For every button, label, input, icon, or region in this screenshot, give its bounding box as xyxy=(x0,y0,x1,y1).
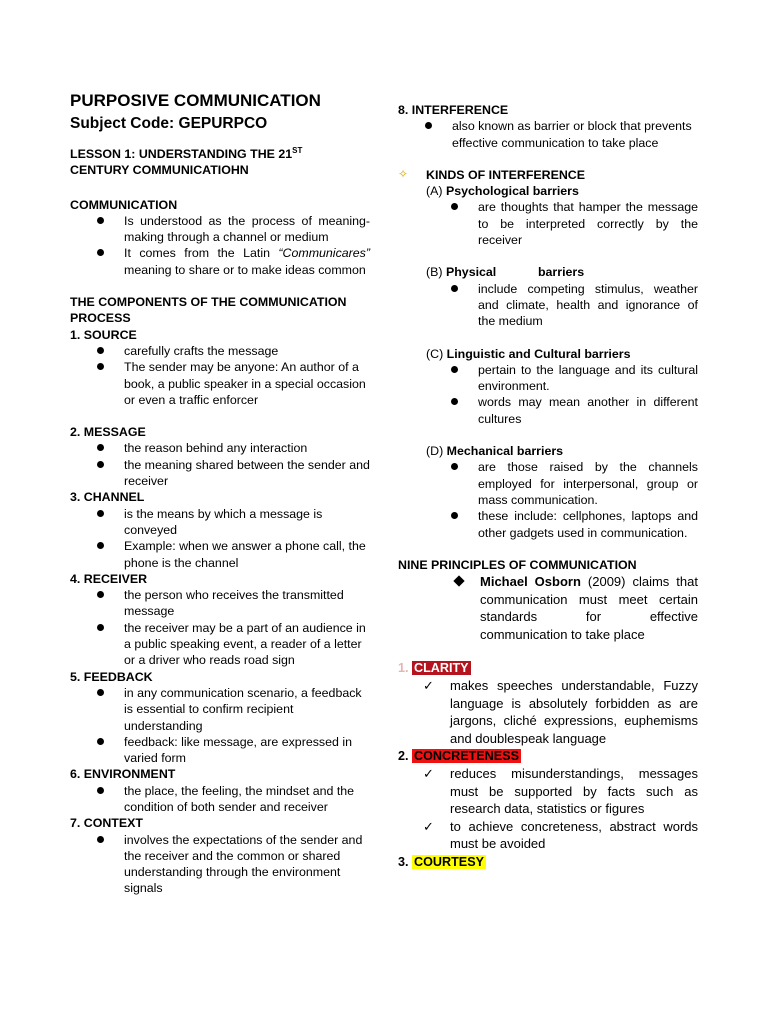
checkmark-icon: ✓ xyxy=(423,818,434,834)
linguistic-list xyxy=(398,362,698,427)
list-item xyxy=(478,508,698,541)
bullet-icon xyxy=(97,836,104,843)
environment-list xyxy=(70,783,370,816)
bullet-icon xyxy=(451,463,458,470)
list-item-text: in any communication scenario, a feedback is essential to confirm recipient understanding xyxy=(124,685,362,733)
subheading-label: Linguistic and Cultural barriers xyxy=(446,346,631,361)
principle-label: CLARITY xyxy=(414,661,469,676)
list-item xyxy=(124,506,370,539)
list-item-text: is the means by which a message is conveyed xyxy=(124,506,323,537)
diamond-bullet-icon xyxy=(453,575,464,586)
bullet-icon xyxy=(97,689,104,696)
list-item xyxy=(478,459,698,508)
message-list xyxy=(70,440,370,489)
list-item-text: these include: cellphones, laptops and other gadgets used in communication. xyxy=(478,509,698,540)
right-column xyxy=(398,102,698,871)
bullet-icon xyxy=(97,787,104,794)
list-item xyxy=(423,765,698,818)
environment-heading: 6. ENVIRONMENT xyxy=(70,767,176,782)
list-item-text: are those raised by the channels employed for interpersonal, group or mass communication. xyxy=(478,460,698,507)
bullet-icon xyxy=(451,203,458,210)
source-heading: 1. SOURCE xyxy=(70,327,137,342)
bullet-icon xyxy=(97,444,104,451)
left-column xyxy=(70,86,370,897)
list-item-text: the receiver may be a part of an audience in a public speaking event, a reader of a letter or a driver who reads road sign xyxy=(124,620,366,668)
list-item xyxy=(124,359,370,408)
list-item-text: involves the expectations of the sender and the receiver and the common or shared understanding through the environment signals xyxy=(124,832,363,896)
subheading-prefix: (A) xyxy=(426,184,446,199)
author-name: Michael Osborn xyxy=(480,574,581,590)
document-title: PURPOSIVE COMMUNICATION xyxy=(70,91,321,110)
list-item xyxy=(124,832,370,897)
principle-clarity xyxy=(398,659,698,677)
principle-number: 1. xyxy=(398,661,409,676)
list-item-text: the place, the feeling, the mindset and the condition of both sender and receiver xyxy=(124,783,355,814)
list-item-text: carefully crafts the message xyxy=(124,343,279,358)
mechanical-heading xyxy=(398,443,698,459)
list-item xyxy=(124,783,370,816)
linguistic-heading xyxy=(398,346,698,362)
bullet-icon xyxy=(451,512,458,519)
four-point-star-icon: ✧ xyxy=(398,166,409,181)
subheading-prefix: (C) xyxy=(426,346,447,361)
context-list xyxy=(70,832,370,897)
subheading-label: Mechanical barriers xyxy=(446,444,564,459)
bullet-icon xyxy=(97,363,104,370)
list-item-text: include competing stimulus, weather and climate, health and ignorance of the medium xyxy=(478,281,698,329)
subheading-label: barriers xyxy=(537,265,585,280)
bullet-icon xyxy=(97,461,104,468)
lesson-superscript: ST xyxy=(292,145,303,155)
physical-list xyxy=(398,281,698,330)
list-item-text: The sender may be anyone: An author of a book, a public speaker in a special occasion or even a traffic enforcer xyxy=(124,360,366,407)
bullet-icon xyxy=(97,624,104,631)
list-item xyxy=(452,118,698,151)
principle-concreteness xyxy=(398,747,698,765)
list-item xyxy=(423,677,698,747)
list-item-text: the reason behind any interaction xyxy=(124,441,308,456)
list-item xyxy=(478,199,698,248)
lesson-line-2: CENTURY COMMUNICATIOHN xyxy=(70,163,249,178)
list-item-text: pertain to the language and its cultural environment. xyxy=(478,362,698,394)
list-item xyxy=(478,394,698,427)
bullet-icon xyxy=(97,738,104,745)
list-item xyxy=(124,734,370,767)
feedback-list xyxy=(70,685,370,766)
list-item xyxy=(124,245,370,278)
list-item-text: to achieve concreteness, abstract words must be avoided xyxy=(450,818,698,852)
interference-heading: 8. INTERFERENCE xyxy=(398,103,509,117)
psychological-heading xyxy=(398,183,698,199)
list-item xyxy=(124,213,370,246)
bullet-icon xyxy=(97,217,104,224)
subheading-label: Physical xyxy=(445,265,497,280)
list-item-text: Example: when we answer a phone call, the phone is the channel xyxy=(124,539,366,570)
list-item xyxy=(124,685,370,734)
osborn-text: (2009) claims that communication must meet certain standards for effective communication to take place xyxy=(480,574,698,642)
clarity-list xyxy=(398,677,698,747)
list-item xyxy=(124,343,370,359)
list-item-text: feedback: like message, are expressed in varied form xyxy=(124,734,352,766)
bullet-icon xyxy=(425,122,432,129)
receiver-heading: 4. RECEIVER xyxy=(70,571,148,586)
list-item xyxy=(423,818,698,853)
interference-list xyxy=(398,118,698,151)
list-item xyxy=(478,362,698,395)
components-heading: THE COMPONENTS OF THE COMMUNICATION PROCESS xyxy=(70,295,347,326)
communication-heading: COMMUNICATION xyxy=(70,197,178,212)
bullet-icon xyxy=(97,591,104,598)
list-item-text: the person who receives the transmitted message xyxy=(124,588,344,619)
list-item-text: meaning to share or to make ideas common xyxy=(124,262,366,277)
source-list xyxy=(70,343,370,408)
channel-heading: 3. CHANNEL xyxy=(70,490,145,505)
lesson-title xyxy=(70,146,370,179)
psychological-list xyxy=(398,199,698,248)
receiver-list xyxy=(70,587,370,668)
communication-list xyxy=(70,213,370,278)
list-item-text: also known as barrier or block that prevents effective communication to take place xyxy=(452,119,692,150)
bullet-icon xyxy=(97,542,104,549)
list-item xyxy=(124,440,370,456)
principle-number: 3. xyxy=(398,854,409,869)
list-item-text: reduces misunderstandings, messages must be supported by facts such as research data, statistics or figures xyxy=(450,766,698,817)
mechanical-list xyxy=(398,459,698,540)
bullet-icon xyxy=(451,285,458,292)
list-item-text: makes speeches understandable, Fuzzy language is absolutely forbidden as are jargons, cliché expressions, euphemisms and doublespeak language xyxy=(450,678,698,746)
list-item-text: Is understood as the process of meaning-making through a channel or medium xyxy=(124,213,370,245)
channel-list xyxy=(70,506,370,571)
principle-label: CONCRETENESS xyxy=(414,749,519,764)
list-item-text: words may mean another in different cultures xyxy=(478,395,698,426)
list-item-text: are thoughts that hamper the message to be interpreted correctly by the receiver xyxy=(478,200,698,248)
osborn-note xyxy=(398,573,698,643)
subheading-prefix: (B) xyxy=(426,265,446,280)
list-item xyxy=(124,620,370,669)
subheading-label: Psychological barriers xyxy=(445,184,579,199)
message-heading: 2. MESSAGE xyxy=(70,425,146,440)
bullet-icon xyxy=(97,249,104,256)
feedback-heading: 5. FEEDBACK xyxy=(70,669,153,684)
concreteness-list xyxy=(398,765,698,853)
bullet-icon xyxy=(451,398,458,405)
principle-courtesy xyxy=(398,853,698,871)
checkmark-icon: ✓ xyxy=(423,678,434,694)
list-item xyxy=(124,457,370,490)
principle-number: 2. xyxy=(398,749,409,764)
latin-term: “Communicares” xyxy=(278,246,370,261)
subject-code: Subject Code: GEPURPCO xyxy=(70,115,268,132)
principles-heading: NINE PRINCIPLES OF COMMUNICATION xyxy=(398,557,637,572)
list-item xyxy=(124,538,370,571)
list-item-text: the meaning shared between the sender and receiver xyxy=(124,457,370,489)
bullet-icon xyxy=(97,510,104,517)
list-item xyxy=(478,281,698,330)
physical-heading xyxy=(398,264,698,280)
checkmark-icon: ✓ xyxy=(423,766,434,782)
subheading-prefix: (D) xyxy=(426,444,447,459)
context-heading: 7. CONTEXT xyxy=(70,816,143,831)
list-item xyxy=(124,587,370,620)
principle-label: COURTESY xyxy=(414,854,484,869)
bullet-icon xyxy=(97,347,104,354)
kinds-heading xyxy=(398,167,698,183)
lesson-line-1: LESSON 1: UNDERSTANDING THE 21 xyxy=(70,147,293,161)
list-item-text: It comes from the Latin xyxy=(124,246,279,261)
bullet-icon xyxy=(451,366,458,373)
kinds-heading-text: KINDS OF INTERFERENCE xyxy=(426,167,586,182)
